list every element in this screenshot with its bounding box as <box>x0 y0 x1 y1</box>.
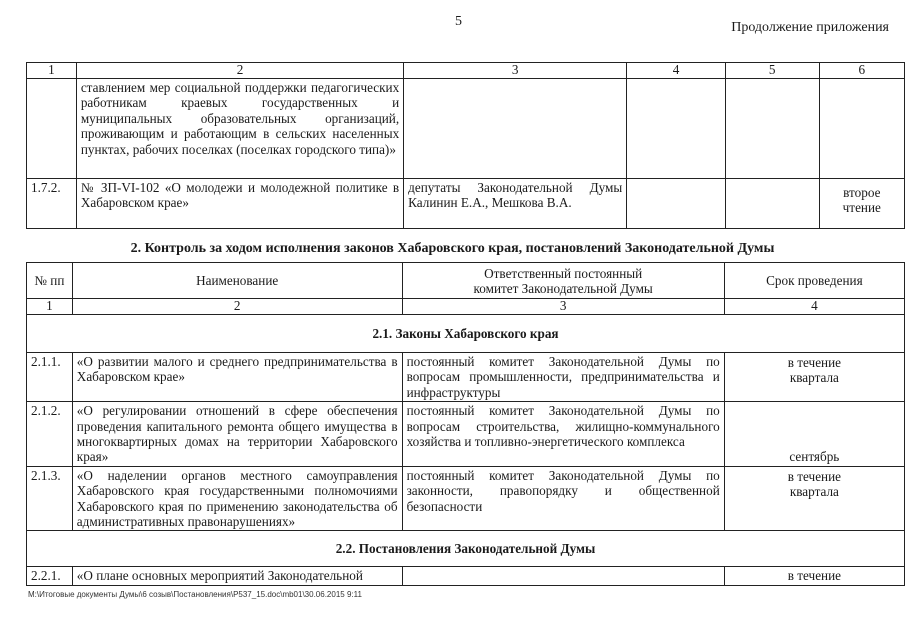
row-number: 2.1.1. <box>27 353 73 402</box>
file-path-footer: M:\Итоговые документы Думы\6 созыв\Постановления\P537_15.doc\mb01\30.06.2015 9:11 <box>28 590 362 599</box>
col-number: 2 <box>76 63 403 79</box>
header-name: Наименование <box>72 263 402 299</box>
col-number: 2 <box>72 299 402 315</box>
row-col5 <box>725 179 819 229</box>
row-name: «О регулировании отношений в сфере обеспечения проведения капитального ремонта общего имущества в многоквартирных домах на территории Хабаровского края» <box>72 402 402 467</box>
row-name: ставлением мер социальной поддержки педагогических работникам краевых государственных и муниципальных образовательных организаций, проживающим и работающим в сельских населенных пунктах, рабочих поселках (поселках городского типа)» <box>76 79 403 179</box>
row-committee: постоянный комитет Законодательной Думы по законности, правопорядку и общественной безопасности <box>402 466 724 531</box>
col-number: 3 <box>404 63 627 79</box>
row-col4 <box>627 79 726 179</box>
row-col6: второе чтение <box>819 179 904 229</box>
subsection-title: 2.2. Постановления Законодательной Думы <box>27 531 905 567</box>
row-number: 1.7.2. <box>27 179 77 229</box>
row-term: в течение квартала <box>724 466 904 531</box>
row-number: 2.2.1. <box>27 567 73 585</box>
col-number: 6 <box>819 63 904 79</box>
row-term: сентябрь <box>724 402 904 467</box>
column-number-row <box>27 63 905 79</box>
row-responsible <box>404 79 627 179</box>
col-number: 4 <box>627 63 726 79</box>
section-title: 2. Контроль за ходом исполнения законов Хабаровского края, постановлений Законодательной Думы <box>130 241 775 256</box>
header-committee: Ответственный постоянный комитет Законодательной Думы <box>402 263 724 299</box>
plan-table-continued <box>26 62 905 229</box>
col-number: 4 <box>724 299 904 315</box>
table-row <box>27 353 905 402</box>
subsection-row <box>27 531 905 567</box>
col-number: 1 <box>27 63 77 79</box>
row-committee <box>402 567 724 585</box>
control-table <box>26 262 905 586</box>
table-row <box>27 79 905 179</box>
subsection-title: 2.1. Законы Хабаровского края <box>27 315 905 353</box>
page-number: 5 <box>455 14 462 29</box>
col-number: 3 <box>402 299 724 315</box>
table-row <box>27 466 905 531</box>
row-number: 2.1.3. <box>27 466 73 531</box>
header-term: Срок проведения <box>724 263 904 299</box>
continuation-label: Продолжение приложения <box>731 20 889 35</box>
row-name: «О плане основных мероприятий Законодательной <box>72 567 402 585</box>
row-term: в течение <box>724 567 904 585</box>
row-col6 <box>819 79 904 179</box>
subsection-row <box>27 315 905 353</box>
row-number: 2.1.2. <box>27 402 73 467</box>
row-term: в течение квартала <box>724 353 904 402</box>
row-name: № ЗП-VI-102 «О молодежи и молодежной политике в Хабаровском крае» <box>76 179 403 229</box>
header-num: № пп <box>27 263 73 299</box>
row-responsible: депутаты Законодательной Думы Калинин Е.А., Мешкова В.А. <box>404 179 627 229</box>
header-row <box>27 263 905 299</box>
row-name: «О развитии малого и среднего предпринимательства в Хабаровском крае» <box>72 353 402 402</box>
column-number-row <box>27 299 905 315</box>
table-row <box>27 402 905 467</box>
table-row <box>27 179 905 229</box>
row-committee: постоянный комитет Законодательной Думы по вопросам строительства, жилищно-коммунального хозяйства и топливно-энергетического комплекса <box>402 402 724 467</box>
row-col4 <box>627 179 726 229</box>
row-number <box>27 79 77 179</box>
row-committee: постоянный комитет Законодательной Думы по вопросам промышленности, предпринимательства и инфраструктуры <box>402 353 724 402</box>
table-row <box>27 567 905 585</box>
col-number: 1 <box>27 299 73 315</box>
col-number: 5 <box>725 63 819 79</box>
row-name: «О наделении органов местного самоуправления Хабаровского края государственными полномочиями Хабаровского края по применению законодательства об административных правонарушениях» <box>72 466 402 531</box>
row-col5 <box>725 79 819 179</box>
